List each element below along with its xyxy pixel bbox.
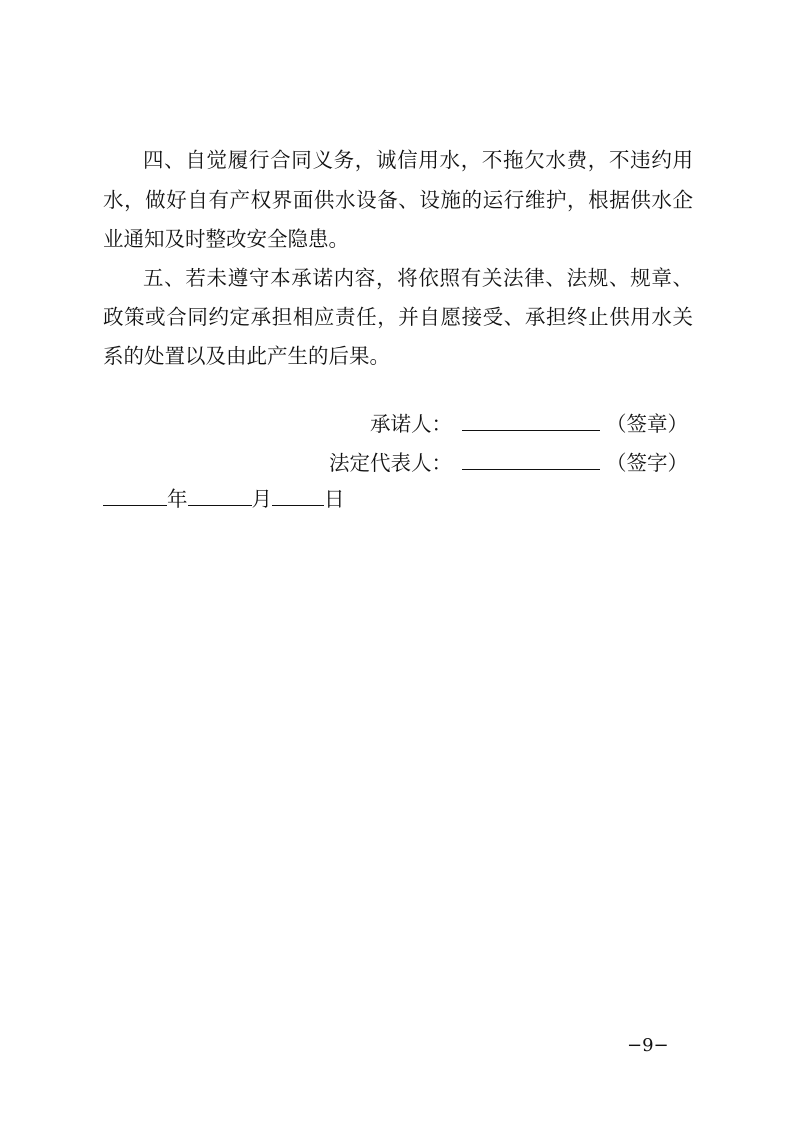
year-label: 年: [167, 487, 188, 511]
legal-rep-signature-field[interactable]: [462, 449, 600, 470]
clause-four-line-1: 四、自觉履行合同义务，诚信用水，不拖欠水费，不违约用: [143, 148, 693, 172]
promisor-signature-field[interactable]: [462, 410, 600, 431]
legal-rep-label: 法定代表人：: [329, 451, 452, 475]
promisor-label: 承诺人：: [370, 412, 452, 436]
legal-rep-sign-note: （签字）: [606, 451, 688, 475]
clause-five-line-2: 政策或合同约定承担相应责任，并自愿接受、承担终止供用水关: [103, 305, 693, 329]
clause-four-line-3: 业通知及时整改安全隐患。: [103, 227, 349, 251]
year-field[interactable]: [103, 485, 167, 506]
promisor-seal-note: （签章）: [606, 412, 688, 436]
date-row: [103, 485, 345, 512]
promisor-signature-row: [370, 410, 688, 437]
legal-rep-signature-row: [329, 449, 688, 476]
clause-five-line-3: 系的处置以及由此产生的后果。: [103, 344, 390, 368]
clause-four-line-2: 水，做好自有产权界面供水设备、设施的运行维护，根据供水企: [103, 188, 693, 212]
month-label: 月: [251, 487, 272, 511]
page-number: −9−: [627, 1035, 669, 1056]
day-field[interactable]: [272, 485, 324, 506]
month-field[interactable]: [188, 485, 252, 506]
day-label: 日: [324, 487, 345, 511]
clause-five-line-1: 五、若未遵守本承诺内容，将依照有关法律、法规、规章、: [143, 266, 693, 290]
